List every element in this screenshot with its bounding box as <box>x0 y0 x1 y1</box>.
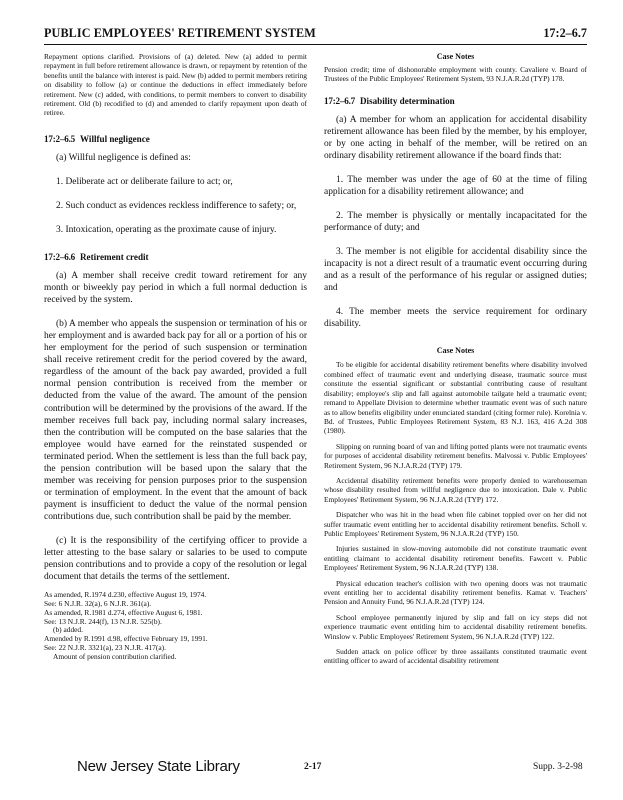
library-watermark: New Jersey State Library <box>77 758 240 775</box>
section-heading-6-5 <box>44 134 307 144</box>
list-item: 2. Such conduct as evidences reckless indifference to safety; or, <box>56 200 297 211</box>
list-item: 1. The member was under the age of 60 at the time of filing application for a disability retirement allowance; and <box>324 175 587 198</box>
subsection-a: (a) Willful negligence is defined as: <box>56 152 191 163</box>
history-note: Repayment options clarified. Provisions of (a) deleted. New (a) added to permit repayment in full before retirement allowance is drawn, or repayment by retention of the benefits until the balance with interest is paid. New (b) added to permit members retiring on disability to follow (a) or continue the deductions in effect immediately before retirement. New (c) added, with conditions, to permit members to convert to disability retirement. Old (b) recodified to (d) and amended to clarify repayment upon death of retiree. <box>44 52 307 118</box>
supplement-date: Supp. 3-2-98 <box>533 762 583 772</box>
case-note: To be eligible for accidental disability retirement benefits where disability involved combined effect of traumatic event and underlying disease, traumatic source must constitute the essential significant or substantial contributing cause of resultant disability; employee's slip and fall against automobile tailgate held a traumatic event; remand to Appellate Division to determine whether traumatic event was of such nature as to allow benefits eligibility under enunciated standard (citing former rule). Korelnia v. Bd. of Trustees, Public Employees Retirement System, 83 N.J. 163, 416 A.2d 308 (1980). <box>324 360 587 436</box>
history-line: Amount of pension contribution clarified. <box>53 651 177 661</box>
case-note: Dispatcher who was hit in the head when file cabinet toppled over on her did not suffer traumatic event entitling her to accidental disability retirement benefits. Scholl v. Public Employees' Retirement System, 96 N.J.A.R.2d (TYP) 150. <box>324 510 587 538</box>
case-note: Accidental disability retirement benefits were properly denied to warehouseman whose disability resulted from willful negligence due to intoxication. Dale v. Public Employees' Retirement System, 96 N.J.A.R.2d (TYP) 172. <box>324 475 587 504</box>
section-range: 17:2–6.7 <box>543 26 587 40</box>
list-item: 1. Deliberate act or deliberate failure to act; or, <box>56 176 233 187</box>
history-line: As amended, R.1981 d.274, effective August 6, 1981. <box>44 607 203 617</box>
list-item: 2. The member is physically or mentally incapacitated for the performance of duty; and <box>324 211 587 234</box>
page-number: 2-17 <box>304 762 322 772</box>
subsection-c: (c) It is the responsibility of the certifying officer to provide a letter attesting to the base salary or salaries to be used to compute pension contributions and to provide a copy of the resolution or legal document that details the terms of the settlement. <box>44 535 307 583</box>
history-line: See: 13 N.J.R. 244(f), 13 N.J.R. 525(b). <box>44 616 162 626</box>
case-note: Physical education teacher's collision with two opening doors was not traumatic event entitling her to accidental disability retirement benefits. Kamat v. Teachers' Pension and Annuity Fund, 96 N.J.A.R.2d (TYP) 124. <box>324 578 587 607</box>
page-header <box>44 24 587 45</box>
right-column <box>324 52 587 666</box>
case-notes-heading: Case Notes <box>436 52 475 61</box>
section-title: Retirement credit <box>79 252 149 263</box>
case-note: Pension credit; time of dishonorable employment with county. Cavaliere v. Board of Trustees of the Public Employees' Retirement System, 93 N.J.A.R.2d (TYP) 178. <box>324 65 587 84</box>
history-line: See: 22 N.J.R. 3321(a), 23 N.J.R. 417(a). <box>44 642 166 652</box>
subsection-a: (a) A member for whom an application for accidental disability retirement allowance has been filed by the member, by his employer, or by one acting in behalf of the member, will be retired on an ordinary disability retirement allowance if the board finds that: <box>324 114 587 161</box>
running-title: PUBLIC EMPLOYEES' RETIREMENT SYSTEM <box>44 26 316 40</box>
section-number: 17:2–6.5 <box>44 133 75 144</box>
case-note: School employee permanently injured by slip and fall on icy steps did not experience traumatic event entitling him to accidental disability retirement benefits. Winslow v. Public Employees' Retirement System, 96 N.J.A.R.2d (TYP) 122. <box>324 612 587 641</box>
left-column <box>44 52 307 662</box>
list-item: 3. Intoxication, operating as the proximate cause of injury. <box>56 224 277 235</box>
history-line: Amended by R.1991 d.98, effective February 19, 1991. <box>44 634 208 644</box>
case-note: Slipping on running board of van and lifting potted plants were not traumatic events for purposes of accidental disability retirement benefits. Malvossi v. Public Employees' Retirement System, 96 N.J.A.R.2d (TYP) 179. <box>324 441 587 470</box>
subsection-a: (a) A member shall receive credit toward retirement for any month or biweekly pay period in which a full normal deduction is received by the system. <box>44 271 307 306</box>
section-heading-6-7 <box>324 96 587 106</box>
list-item: 4. The member meets the service requirement for ordinary disability. <box>324 307 587 330</box>
subsection-b: (b) A member who appeals the suspension or termination of his or her employment and is awarded back pay for all or a portion of his or her employment for the period of such suspension or termination shall receive retirement credit for the period covered by the award, regardless of the amount of the back pay awarded, provided a full normal pension contribution is received from the member or deducted from the value of the award. The amount of the pension contribution will be determined by the provisions of the award. If the member receives full back pay, including normal salary increases, then the contribution will be computed on the base salaries that the employee would have earned for the reinstated suspended or terminated period. When the settlement is less than the full back pay, the pension contribution will be based upon the salary that the member was receiving for pension purposes prior to the suspension or termination of employment. In the event that the amount of back payment is insufficient to deduct the value of the normal pension contributions due, such contribution shall be paid by the member. <box>44 319 307 522</box>
history-line: (b) added. <box>53 625 83 635</box>
section-number: 17:2–6.7 <box>324 95 355 106</box>
section-number: 17:2–6.6 <box>44 252 75 263</box>
case-note: Sudden attack on police officer by three assailants constituted traumatic event entitling officer to award of accidental disability retirement <box>324 647 587 666</box>
history-line: As amended, R.1974 d.230, effective August 19, 1974. <box>44 590 207 600</box>
section-title: Willful negligence <box>79 133 150 144</box>
case-notes-heading: Case Notes <box>436 346 475 356</box>
section-title: Disability determination <box>359 95 455 106</box>
section-heading-6-6 <box>44 252 307 262</box>
list-item: 3. The member is not eligible for accidental disability since the incapacity is not a direct result of a traumatic event occurring during and as a result of the performance of his regular or assigned duties; and <box>324 247 587 294</box>
history-line: See: 6 N.J.R. 32(a), 6 N.J.R. 361(a). <box>44 598 152 608</box>
case-note: Injuries sustained in slow-moving automobile did not constitute traumatic event entitling claimant to accidental disability retirement benefits. Fawcett v. Public Employees' Retirement System, 96 N.J.A.R.2d (TYP) 138. <box>324 544 587 573</box>
amendment-history <box>44 591 307 661</box>
